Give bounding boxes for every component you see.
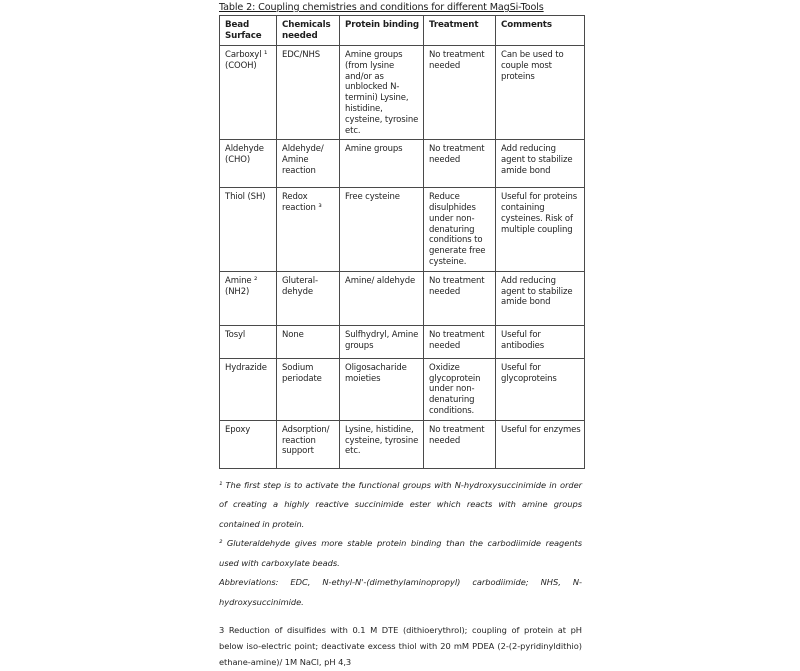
table-cell: Lysine, histidine, cysteine, tyrosine etc.: [340, 420, 424, 468]
table-cell: Reduce disulphides under non-denaturing conditions to generate free cysteine.: [424, 188, 496, 271]
table-cell: Oxidize glycoprotein under non-denaturing conditions.: [424, 358, 496, 420]
table-cell: Useful for glycoproteins: [496, 358, 585, 420]
table-row-thiol: [220, 188, 585, 271]
table-cell: Add reducing agent to stabilize amide bond: [496, 271, 585, 325]
column-header-protein-binding: Protein binding: [340, 16, 424, 46]
footnote-2: ² Gluteraldehyde gives more stable protein binding than the carbodiimide reagents used with carboxylate beads.: [219, 538, 582, 568]
table-cell: Adsorption/ reaction support: [277, 420, 340, 468]
table-row-aldehyde: [220, 140, 585, 188]
table-cell: Amine groups (from lysine and/or as unblocked N-termini) Lysine, histidine, cysteine, tyrosine etc.: [340, 46, 424, 140]
column-header-chemicals-needed: Chemicals needed: [277, 16, 340, 46]
table-header-row: [220, 16, 585, 46]
table-cell: Aldehyde/ Amine reaction: [277, 140, 340, 188]
table-cell: Thiol (SH): [220, 188, 277, 271]
table-cell: Amine ² (NH2): [220, 271, 277, 325]
table-cell: Redox reaction ³: [277, 188, 340, 271]
table-cell: Useful for antibodies: [496, 325, 585, 358]
table-caption: Table 2: Coupling chemistries and conditions for different MagSi-Tools: [219, 2, 544, 13]
table-cell: None: [277, 325, 340, 358]
table-cell: No treatment needed: [424, 271, 496, 325]
table-cell: Add reducing agent to stabilize amide bond: [496, 140, 585, 188]
table-row-carboxyl: [220, 46, 585, 140]
table-cell: Sulfhydryl, Amine groups: [340, 325, 424, 358]
table-row-epoxy: [220, 420, 585, 468]
table-cell: No treatment needed: [424, 140, 496, 188]
footnote-1: ¹ The first step is to activate the functional groups with N-hydroxysuccinimide in order of creating a highly reactive succinimide ester which reacts with amine groups contained in protein.: [219, 479, 582, 529]
column-header-comments: Comments: [496, 16, 585, 46]
table-cell: Carboxyl ¹ (COOH): [220, 46, 277, 140]
table-cell: Amine groups: [340, 140, 424, 188]
table-cell: No treatment needed: [424, 420, 496, 468]
table-cell: Epoxy: [220, 420, 277, 468]
abbreviations-note: Abbreviations: EDC, N-ethyl-N'-(dimethylaminopropyl) carbodiimide; NHS, N-hydroxysuccinimide.: [219, 577, 582, 607]
table-cell: Gluteral-dehyde: [277, 271, 340, 325]
table-cell: No treatment needed: [424, 46, 496, 140]
footnote-3: 3 Reduction of disulfides with 0.1 M DTE (dithioerythrol); coupling of protein at pH below iso-electric point; deactivate excess thiol with 20 mM PDEA (2-(2-pyridinyldithio) ethane-amine)/ 1M NaCl, pH 4,3: [219, 625, 582, 668]
table-cell: Oligosacharide moieties: [340, 358, 424, 420]
table-cell: Sodium periodate: [277, 358, 340, 420]
footnotes: [219, 476, 582, 671]
table-row-tosyl: [220, 325, 585, 358]
table-cell: Aldehyde (CHO): [220, 140, 277, 188]
document-page: [219, 2, 585, 671]
column-header-treatment: Treatment: [424, 16, 496, 46]
coupling-table: [219, 15, 585, 469]
table-cell: Free cysteine: [340, 188, 424, 271]
table-cell: Useful for enzymes: [496, 420, 585, 468]
table-cell: EDC/NHS: [277, 46, 340, 140]
table-cell: Useful for proteins containing cysteines. Risk of multiple coupling: [496, 188, 585, 271]
table-row-hydrazide: [220, 358, 585, 420]
column-header-bead-surface: Bead Surface: [220, 16, 277, 46]
table-cell: Hydrazide: [220, 358, 277, 420]
table-cell: Tosyl: [220, 325, 277, 358]
table-cell: No treatment needed: [424, 325, 496, 358]
table-cell: Can be used to couple most proteins: [496, 46, 585, 140]
table-cell: Amine/ aldehyde: [340, 271, 424, 325]
table-row-amine: [220, 271, 585, 325]
